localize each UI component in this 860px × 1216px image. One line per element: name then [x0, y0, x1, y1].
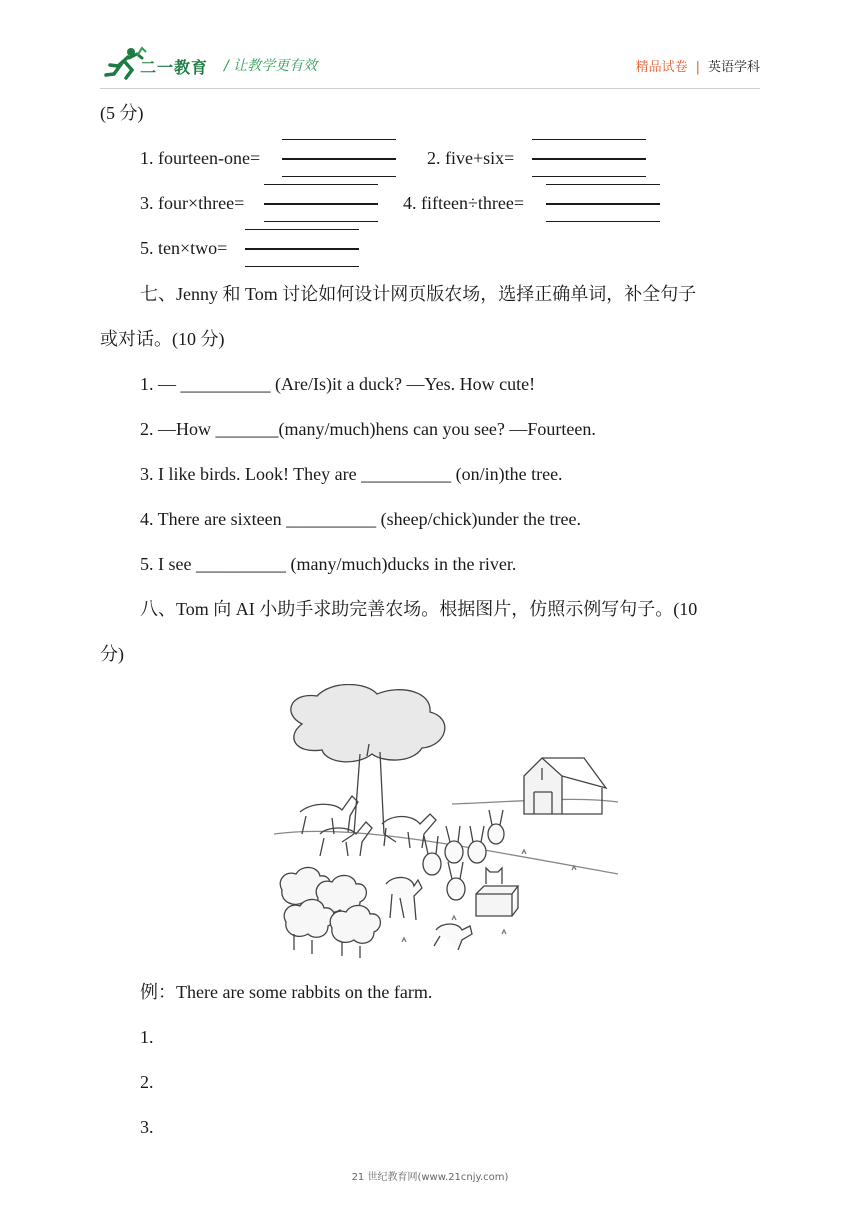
horse-icon	[300, 796, 436, 856]
section6-score: (5 分)	[100, 103, 144, 123]
sheep-icon	[280, 867, 380, 958]
answer-blank-2[interactable]	[532, 139, 646, 177]
fill-item-2: 2. —How _______(many/much)hens can you see? —Fourteen.	[140, 419, 596, 439]
math-item-3: 3. four×three=	[140, 193, 245, 213]
math-item-1: 1. fourteen-one=	[140, 148, 261, 168]
barn-icon	[524, 758, 606, 814]
farm-illustration	[272, 684, 618, 960]
header-separator: |	[695, 60, 700, 75]
tree-icon	[291, 685, 445, 843]
header-divider	[100, 88, 760, 89]
category-label: 精品试卷	[635, 60, 688, 75]
answer-blank-3[interactable]	[264, 184, 378, 222]
brand-name: 二一教育	[140, 58, 209, 77]
example-sentence: 例：There are some rabbits on the farm.	[140, 982, 433, 1002]
answer-blank-4[interactable]	[546, 184, 660, 222]
math-item-2: 2. five+six=	[427, 148, 515, 168]
subject-label: 英语学科	[707, 60, 760, 75]
answer-line-2[interactable]: 2.	[140, 1072, 154, 1092]
answer-blank-5[interactable]	[245, 229, 359, 267]
answer-blank-1[interactable]	[282, 139, 396, 177]
cat-in-box-icon	[476, 868, 518, 916]
slogan: / 让教学更有效	[224, 58, 318, 74]
math-item-5: 5. ten×two=	[140, 238, 228, 258]
section8-title: 八、Tom 向 AI 小助手求助完善农场。根据图片，仿照示例写句子。(10	[140, 599, 698, 619]
fill-item-1: 1. — __________ (Are/Is)it a duck? —Yes. How cute!	[140, 374, 536, 394]
answer-line-3[interactable]: 3.	[140, 1117, 154, 1137]
fill-item-5: 5. I see __________ (many/much)ducks in the river.	[140, 554, 517, 574]
fill-item-4: 4. There are sixteen __________ (sheep/chick)under the tree.	[140, 509, 581, 529]
answer-line-1[interactable]: 1.	[140, 1027, 154, 1047]
header-subject	[636, 56, 760, 75]
section7-title: 七、Jenny 和 Tom 讨论如何设计网页版农场，选择正确单词，补全句子	[140, 284, 697, 304]
section8-title-cont: 分)	[100, 644, 124, 664]
fill-item-3: 3. I like birds. Look! They are __________ (on/in)the tree.	[140, 464, 563, 484]
page-footer: 21 世纪教育网(www.21cnjy.com)	[351, 1172, 509, 1183]
section7-title-cont: 或对话。(10 分)	[100, 329, 225, 349]
math-item-4: 4. fifteen÷three=	[403, 193, 524, 213]
